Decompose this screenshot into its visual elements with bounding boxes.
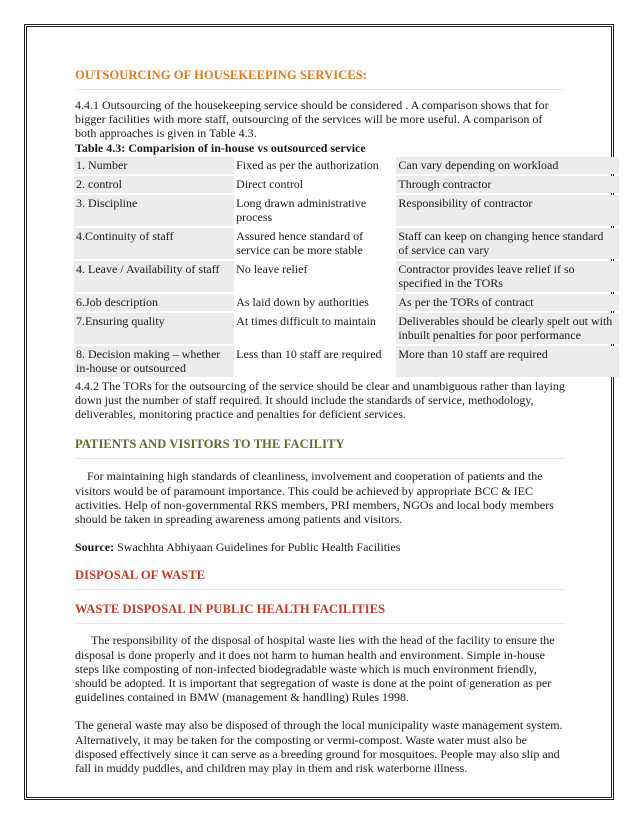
table-cell: 6.Job description: [74, 294, 234, 311]
table-cell: No leave relief: [234, 261, 396, 292]
table-row: [74, 176, 619, 193]
para-patients: For maintaining high standards of cleanliness, involvement and cooperation of patients and the visitors would be of paramount importance. This could be achieved by appropriate BCC & IEC activities. Help of non-governmental RKS members, PRI members, NGOs and local body members should be taken in spreading awareness among patients and visitors.: [75, 469, 554, 527]
table-row: [74, 195, 619, 226]
table-cell: As laid down by authorities: [234, 294, 396, 311]
source-line: [75, 540, 565, 554]
table-cell: Responsibility of contractor: [396, 195, 619, 226]
table-cell: 4.Continuity of staff: [74, 228, 234, 259]
table-cell: 8. Decision making – whether in-house or outsourced: [74, 346, 234, 377]
table-row: [74, 157, 619, 174]
table-cell: 2. control: [74, 176, 234, 193]
table-cell: Fixed as per the authorization: [234, 157, 396, 174]
para-waste-1: The responsibility of the disposal of hospital waste lies with the head of the facility to ensure the disposal is done properly and it does not harm to human health and environment. Simple in-house steps like composting of non-infected biodegradable waste which is much environment friendly, should be adopted. It is important that segregation of waste is done at the point of generation as per guidelines contained in BMW (management & handling) Rules 1998.: [75, 633, 555, 705]
document-body: [75, 68, 613, 776]
table-cell: Assured hence standard of service can be more stable: [234, 228, 396, 259]
table-cell: Direct control: [234, 176, 396, 193]
source-label: Source:: [75, 540, 115, 555]
heading-outsourcing: OUTSOURCING OF HOUSEKEEPING SERVICES:: [75, 68, 565, 86]
table-cell: Deliverables should be clearly spelt out with inbuilt penalties for poor performance: [396, 313, 619, 344]
table-cell: Less than 10 staff are required: [234, 346, 396, 377]
table-row: [74, 346, 619, 377]
para-4-4-2: 4.4.2 The TORs for the outsourcing of the service should be clear and unambiguous rather than laying down just the number of staff required. It should include the standards of service, methodology, deliverables, monitoring practice and penalties for deficient services.: [75, 378, 565, 422]
table-cell: Contractor provides leave relief if so specified in the TORs: [396, 261, 619, 292]
heading-disposal-of-waste: DISPOSAL OF WASTE: [75, 568, 565, 586]
heading-patients-visitors: PATIENTS AND VISITORS TO THE FACILITY: [75, 437, 565, 455]
table-cell: 3. Discipline: [74, 195, 234, 226]
table-cell: 1. Number: [74, 157, 234, 174]
table-caption: Table 4.3: Comparision of in-house vs outsourced service: [75, 140, 366, 155]
table-cell: 4. Leave / Availability of staff: [74, 261, 234, 292]
table-cell: At times difficult to maintain: [234, 313, 396, 344]
heading-waste-disposal-public: WASTE DISPOSAL IN PUBLIC HEALTH FACILITIES: [75, 602, 565, 620]
table-cell: Long drawn administrative process: [234, 195, 396, 226]
table-row: [74, 313, 619, 344]
para-4-4-1: 4.4.1 Outsourcing of the housekeeping service should be considered . A comparison shows that for bigger facilities with more staff, outsourcing of the services will be more useful. A comparison of both approaches is given in Table 4.3.: [75, 98, 549, 141]
table-row: [74, 228, 619, 259]
table-cell: More than 10 staff are required: [396, 346, 619, 377]
source-text: Swachhta Abhiyaan Guidelines for Public Health Facilities: [114, 540, 401, 555]
table-row: [74, 294, 619, 311]
table-cell: Staff can keep on changing hence standard of service can vary: [396, 228, 619, 259]
table-cell: Can vary depending on workload: [396, 157, 619, 174]
table-cell: 7.Ensuring quality: [74, 313, 234, 344]
para-waste-2: The general waste may also be disposed of through the local municipality waste management system. Alternatively, it may be taken for the composting or vermi-compost. Waste water must also be disposed effectively since it can serve as a breeding ground for mosquitoes. People may also slip and fall in muddy puddles, and children may play in them and risk waterborne illness.: [75, 718, 563, 776]
table-cell: Through contractor: [396, 176, 619, 193]
table-row: [74, 261, 619, 292]
table-cell: As per the TORs of contract: [396, 294, 619, 311]
comparison-table: [74, 155, 619, 379]
